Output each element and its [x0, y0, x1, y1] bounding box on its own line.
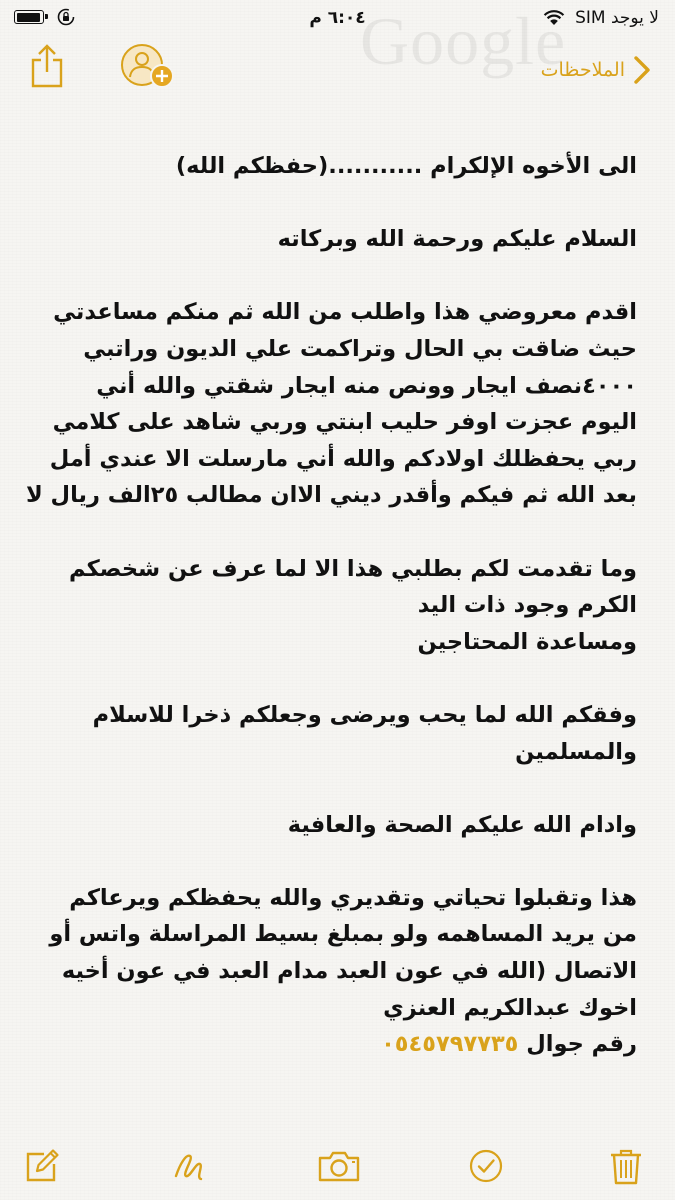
note-body[interactable]	[27, 148, 637, 1063]
note-line: ومساعدة المحتاجين	[417, 628, 637, 655]
note-line: وما تقدمت لكم بطلبي هذا الا لما عرف عن شخصكم	[68, 555, 637, 582]
status-time: ٦:٠٤ م	[309, 8, 366, 28]
chevron-left-icon	[633, 55, 651, 85]
note-line: الكرم وجود ذات اليد	[417, 592, 637, 619]
note-line: بعد الله ثم فيكم وأقدر ديني الاان مطالب ٢٥الف ريال لا	[25, 482, 637, 509]
carrier-label: لا يوجد SIM	[575, 8, 659, 28]
status-bar	[0, 0, 675, 36]
note-line: وفقكم الله لما يحب ويرضى وجعلكم ذخرا للاسلام	[92, 701, 637, 728]
note-line: هذا وتقبلوا تحياتي وتقديري والله يحفظكم ويرعاكم	[69, 884, 637, 911]
note-line: اخوك عبدالكريم العنزي	[383, 994, 637, 1021]
note-line: حيث ضاقت بي الحال وتراكمت علي الديون وراتبي	[83, 335, 637, 362]
note-line	[27, 770, 637, 807]
note-line: اليوم عجزت اوفر حليب ابنتي وربي شاهد على كلامي	[52, 409, 637, 436]
back-label: الملاحظات	[540, 59, 625, 81]
note-line: السلام عليكم ورحمة الله وبركاته	[277, 226, 637, 253]
note-line: ٤٠٠٠نصف ايجار وونص منه ايجار شقتي والله أني	[96, 372, 637, 399]
note-line	[27, 514, 637, 551]
note-line: ربي يحفظلك اولادكم والله أني مارسلت الا عندي أمل	[49, 445, 637, 472]
note-line	[27, 843, 637, 880]
note-line: من يريد المساهمه ولو بمبلغ بسيط المراسلة واتس أو	[49, 921, 637, 948]
phone-label: رقم جوال	[526, 1031, 637, 1058]
note-line: وادام الله عليكم الصحة والعافية	[287, 811, 637, 838]
note-line: الاتصال (الله في عون العبد مدام العبد في عون أخيه	[61, 958, 637, 985]
bottom-toolbar	[0, 1134, 675, 1200]
trash-icon[interactable]	[606, 1146, 646, 1186]
camera-icon[interactable]	[316, 1146, 362, 1186]
note-line: الى الأخوه الإلكرام ...........(حفظكم الله)	[175, 153, 637, 179]
checklist-icon[interactable]	[466, 1146, 506, 1186]
add-person-icon[interactable]	[118, 44, 178, 90]
note-line: والمسلمين	[515, 738, 637, 765]
note-line: اقدم معروضي هذا واطلب من الله ثم منكم مساعدتي	[53, 299, 637, 326]
sketch-icon[interactable]	[168, 1146, 208, 1186]
note-line	[27, 660, 637, 697]
back-to-notes-button[interactable]	[541, 52, 651, 88]
share-icon[interactable]	[28, 42, 66, 90]
phone-number-link[interactable]: ٠٥٤٥٧٩٧٧٣٥	[381, 1031, 519, 1058]
note-line	[27, 258, 637, 295]
phone-line	[27, 1026, 637, 1063]
compose-icon[interactable]	[22, 1146, 62, 1186]
note-line	[27, 185, 637, 222]
